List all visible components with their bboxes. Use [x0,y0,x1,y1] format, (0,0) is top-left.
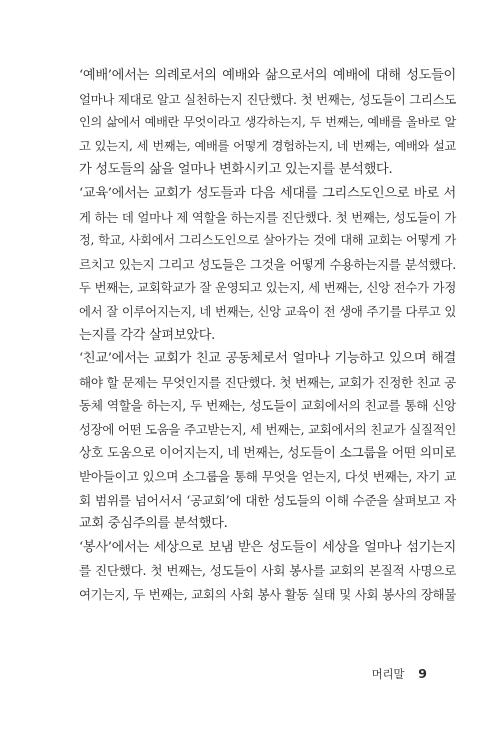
text-line: ‘친교’에서는 교회가 친교 공동체로서 얼마나 기능하고 있으며 해결 [79,351,456,367]
text-line: 교회 중심주의를 분석했다. [79,516,228,532]
running-footer-section: 머리말 [371,667,405,681]
text-line: ‘교육’에서는 교회가 성도들과 다음 세대를 그리스도인으로 바로 서 [79,185,456,201]
text-line: 동체 역할을 하는지, 두 번째는, 성도들이 교회에서의 친교를 통해 신앙 [79,398,456,414]
text-line: 받아들이고 있으며 소그룹을 통해 무엇을 얻는지, 다섯 번째는, 자기 교 [79,469,456,485]
text-line: 상호 도움으로 이어지는지, 네 번째는, 성도들이 소그룹을 어떤 의미로 [79,445,456,461]
text-line: 얼마나 제대로 알고 실천하는지 진단했다. 첫 번째는, 성도들이 그리스도 [79,91,456,107]
text-line: 게 하는 데 얼마나 제 역할을 하는지를 진단했다. 첫 번째는, 성도들이 가 [79,209,456,225]
text-line: 를 진단했다. 첫 번째는, 성도들이 사회 봉사를 교회의 본질적 사명으로 [79,563,456,579]
text-line: ‘봉사’에서는 세상으로 보냄 받은 성도들이 세상을 얼마나 섬기는지 [79,539,456,555]
text-line: 해야 할 문제는 무엇인지를 진단했다. 첫 번째는, 교회가 진정한 친교 공 [79,374,456,390]
text-line: 고 있는지, 세 번째는, 예배를 어떻게 경험하는지, 네 번째는, 예배와 설교 [79,138,456,153]
paragraph-education [79,182,456,347]
paragraph-worship [79,64,456,182]
text-line: 가 성도들의 삶을 얼마나 변화시키고 있는지를 분석했다. [79,162,393,178]
paragraph-fellowship [79,347,456,536]
text-line: 두 번째는, 교회학교가 잘 운영되고 있는지, 세 번째는, 신앙 전수가 가정 [79,280,456,296]
text-line: 에서 잘 이루어지는지, 네 번째는, 신앙 교육이 전 생애 주기를 다루고 있 [79,303,456,319]
text-line: 인의 삶에서 예배란 무엇이라고 생각하는지, 두 번째는, 예배를 올바로 알 [79,115,456,130]
text-line: 는지를 각각 살펴보았다. [79,327,216,343]
text-line: 여기는지, 두 번째는, 교회의 사회 봉사 활동 실태 및 사회 봉사의 장해물 [79,587,456,603]
text-line: 정, 학교, 사회에서 그리스도인으로 살아가는 것에 대해 교회는 어떻게 가 [79,233,456,248]
paragraph-service [79,536,456,607]
text-line: 르치고 있는지 그리고 성도들은 그것을 어떻게 수용하는지를 분석했다. [79,256,456,272]
page-footer [372,666,427,682]
text-line: 회 범위를 넘어서서 ‘공교회’에 대한 성도들의 이해 수준을 살펴보고 자 [79,492,456,508]
text-line: 성장에 어떤 도움을 주고받는지, 세 번째는, 교회에서의 친교가 실질적인 [79,421,456,437]
body-text [79,64,456,607]
text-line: ‘예배’에서는 의례로서의 예배와 삶으로서의 예배에 대해 성도들이 [79,68,456,83]
page-number: 9 [418,666,427,681]
